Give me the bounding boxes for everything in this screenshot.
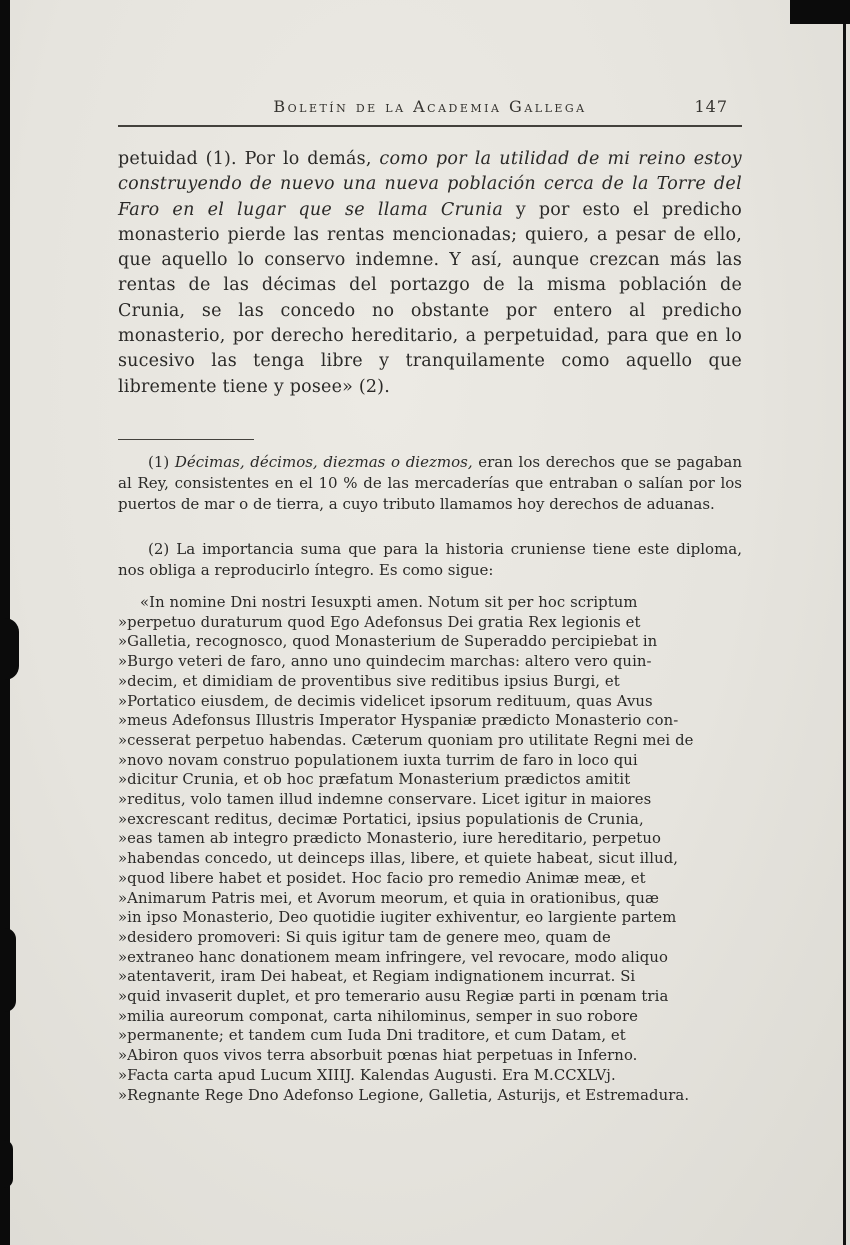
latin-quote-line: »decim, et dimidiam de proventibus sive reditibus ipsius Burgi, et <box>118 672 620 690</box>
latin-quote-line: »meus Adefonsus Illustris Imperator Hyspaniæ prædicto Monasterio con- <box>118 712 679 730</box>
italic-text-segment: como por la utilidad de mi reino estoy construyendo de nuevo una nueva población cerca de la Torre del Faro en el lugar que se llama Crunia <box>118 149 742 220</box>
footnote-1 <box>118 452 742 515</box>
text-segment: (1) <box>148 453 175 471</box>
latin-quote-line: »quod libere habet et posidet. Hoc facio pro remedio Animæ meæ, et <box>118 869 646 887</box>
latin-quote-line: »cesserat perpetuo habendas. Cæterum quoniam pro utilitate Regni mei de <box>118 731 694 749</box>
latin-quote-line: »reditus, volo tamen illud indemne conservare. Licet igitur in maiores <box>118 791 652 809</box>
scan-artifact-blob <box>0 618 19 680</box>
text-segment: y por esto el predicho monasterio pierde las rentas mencionadas; quiero, a pesar de ello, que aquello lo conservo indemne. Y así, aunque crezcan más las rentas de las décimas del portazgo de la misma población de Crunia, se las concedo no obstante por entero al predicho monasterio, por derecho hereditario, a perpetuidad, para que en lo sucesivo las tenga libre y tranquilamente como aquello que libremente tiene y posee» (2). <box>118 199 742 397</box>
scan-artifact-top-right-corner <box>790 0 850 24</box>
header-rule <box>118 125 742 127</box>
latin-quote-line: »in ipso Monasterio, Deo quotidie iugiter exhiventur, eo largiente partem <box>118 909 677 927</box>
body-paragraph <box>118 147 742 400</box>
journal-title: Boletín de la Academia Gallega <box>273 97 587 116</box>
latin-quote-line: »extraneo hanc donationem meam infringere, vel revocare, modo aliquo <box>118 948 669 966</box>
latin-quote-line: »eas tamen ab integro prædicto Monasterio, iure hereditario, perpetuo <box>118 830 661 848</box>
latin-quote-line: »Animarum Patris mei, et Avorum meorum, et quia in orationibus, quæ <box>118 889 660 907</box>
latin-quote-line: »dicitur Crunia, et ob hoc præfatum Monasterium prædictos amitit <box>118 771 631 789</box>
italic-text-segment: Décimas, décimos, diezmas o diezmos, <box>174 453 473 471</box>
footnote-separator-rule <box>118 439 254 440</box>
latin-quote-line: »atentaverit, iram Dei habeat, et Regiam indignationem incurrat. Si <box>118 968 636 986</box>
latin-quote-line: »desidero promoveri: Si quis igitur tam de genere meo, quam de <box>118 928 611 946</box>
latin-quote-line: »quid invaserit duplet, et pro temerario ausu Regiæ parti in pœnam tria <box>118 988 669 1006</box>
latin-quote-line: »Galletia, recognosco, quod Monasterium de Superaddo percipiebat in <box>118 633 658 651</box>
latin-quote-line: «In nomine Dni nostri Iesuxpti amen. Notum sit per hoc scriptum <box>140 594 638 611</box>
latin-quote-line: »Portatico eiusdem, de decimis videlicet ipsorum redituum, quas Avus <box>118 692 653 710</box>
text-segment: petuidad (1). Por lo demás, <box>118 149 380 169</box>
latin-quote-line: »habendas concedo, ut deinceps illas, libere, et quiete habeat, sicut illud, <box>118 850 679 868</box>
running-header <box>118 97 742 131</box>
latin-quote-line: »Regnante Rege Dno Adefonso Legione, Galletia, Asturijs, et Estremadura. <box>118 1086 690 1104</box>
scan-artifact-right-edge <box>843 0 846 1245</box>
scan-artifact-blob <box>0 928 16 1012</box>
footnote-2: (2) La importancia suma que para la historia cruniense tiene este diploma, nos obliga a reproducirlo íntegro. Es como sigue: <box>118 540 742 579</box>
latin-quote-line: »milia aureorum componat, carta nihilominus, semper in suo robore <box>118 1007 638 1025</box>
latin-quote-block <box>118 593 742 1105</box>
latin-quote-line: »novo novam construo populationem iuxta turrim de faro in loco qui <box>118 751 638 769</box>
page-number: 147 <box>694 97 728 116</box>
latin-quote-line: »excrescant reditus, decimæ Portatici, ipsius populationis de Crunia, <box>118 810 644 828</box>
text-segment: eran los derechos que se pagaban al Rey, consistentes en el 10 % de las mercaderías que entraban o salían por los puertos de mar o de tierra, a cuyo tributo llamamos hoy derechos de aduanas. <box>118 453 742 513</box>
latin-quote-line: »Burgo veteri de faro, anno uno quindecim marchas: altero vero quin- <box>118 653 652 671</box>
latin-quote-line: »perpetuo duraturum quod Ego Adefonsus Dei gratia Rex legionis et <box>118 613 641 631</box>
scan-artifact-blob <box>0 1140 13 1188</box>
latin-quote-line: »Abiron quos vivos terra absorbuit pœnas hiat perpetuas in Inferno. <box>118 1047 638 1065</box>
latin-quote-line: »Facta carta apud Lucum XIIIJ. Kalendas Augusti. Era M.CCXLVj. <box>118 1066 616 1084</box>
latin-quote-line: »permanente; et tandem cum Iuda Dni traditore, et cum Datam, et <box>118 1027 626 1045</box>
